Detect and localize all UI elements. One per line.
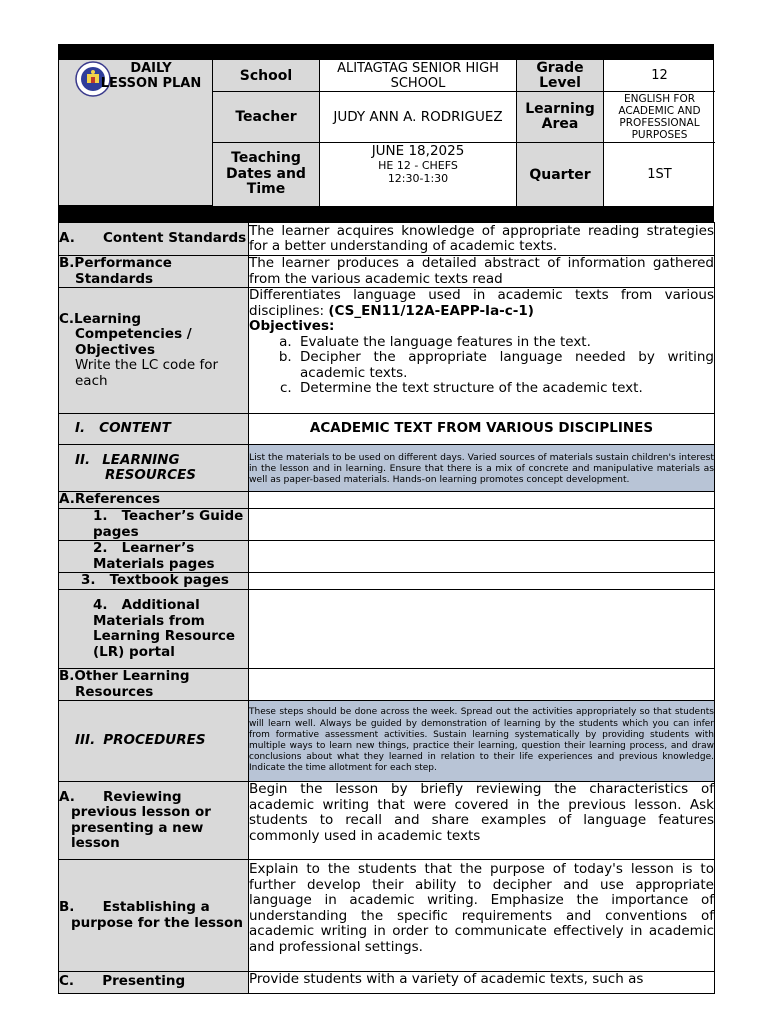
procedures-section-number: III.: [75, 732, 96, 749]
purpose-label: B. Establishing a purpose for the lesson: [59, 899, 243, 931]
learning-area-value: ENGLISH FOR ACADEMIC AND PROFESSIONAL PURPOSES: [603, 91, 715, 143]
teachers-guide-label: 1. Teacher’s Guide pages: [93, 508, 244, 540]
objectives-label: Objectives:: [249, 318, 335, 334]
competency-text: Differentiates language used in academic texts from various disciplines:: [249, 287, 714, 319]
dates-value-cell: [319, 142, 517, 206]
table-row: [59, 701, 715, 782]
table-row: [59, 288, 715, 414]
dates-label: Teaching Dates and Time: [212, 142, 320, 206]
table-row: [59, 669, 715, 701]
objectives-list: [249, 335, 714, 397]
table-row: [59, 492, 715, 509]
title-cell: [59, 60, 213, 206]
competencies-cell: [249, 288, 715, 414]
header-block: [58, 60, 714, 206]
resources-section-label: LEARNING RESOURCES: [102, 451, 197, 483]
table-row: [59, 445, 715, 492]
content-standards-label: A. Content Standards: [59, 230, 247, 247]
resources-note: List the materials to be used on different days. Varied sources of materials sustain children's interest in the lesson and in learning. Ensure that there is a mix of concrete and manipulative materials as well as paper-based materials. Hands-on learning promotes concept development.: [249, 445, 715, 492]
list-item: a. Evaluate the language features in the text.: [296, 335, 714, 351]
competencies-note: Write the LC code for each: [75, 357, 219, 389]
learners-materials-label: 2. Learner’s Materials pages: [93, 540, 215, 572]
other-resources-label: B.Other Learning Resources: [59, 668, 190, 700]
table-row: [59, 782, 715, 860]
content-standards-text: The learner acquires knowledge of appropriate reading strategies for a better understanding of academic texts.: [249, 222, 714, 254]
procedures-section-label: PROCEDURES: [103, 732, 206, 749]
reviewing-text: Begin the lesson by briefly reviewing the characteristics of academic writing that were covered in the previous lesson. Ask students to recall and share examples of language features commonly used in academic texts: [249, 782, 715, 860]
grade-value: 12: [603, 60, 715, 92]
section-value: HE 12 - CHEFS: [378, 159, 458, 172]
content-text: ACADEMIC TEXT FROM VARIOUS DISCIPLINES: [249, 414, 715, 445]
content-section-number: I.: [75, 420, 86, 437]
time-value: 12:30-1:30: [387, 172, 449, 185]
teacher-value: JUDY ANN A. RODRIGUEZ: [319, 91, 517, 143]
top-black-bar: [58, 44, 714, 60]
procedures-note: These steps should be done across the week. Spread out the activities appropriately so that students will learn well. Always be guided by demonstration of learning by the students which you can infer from formative assessment activities. Sustain learning systematically by providing students with multiple ways to learn new things, practice their learning, question their learning process, and draw conclusions about what they learned in relation to their life experiences and previous knowledge. Indicate the time allotment for each step.: [249, 701, 715, 782]
quarter-label: Quarter: [516, 142, 604, 206]
quarter-value: 1ST: [603, 142, 715, 206]
table-row: [59, 972, 715, 994]
performance-standards-text: The learner produces a detailed abstract of information gathered from the various academic texts read: [249, 255, 714, 287]
table-row: [59, 590, 715, 669]
table-row: [59, 860, 715, 972]
school-value: ALITAGTAG SENIOR HIGH SCHOOL: [319, 60, 517, 92]
competency-code: (CS_EN11/12A-EAPP-Ia-c-1): [328, 302, 534, 319]
textbook-pages-label: 3. Textbook pages: [59, 573, 249, 590]
teacher-label: Teacher: [212, 91, 320, 143]
presenting-text: Provide students with a variety of academic texts, such as: [249, 972, 715, 994]
additional-materials-label: 4. Additional Materials from Learning Resource (LR) portal: [93, 597, 236, 660]
purpose-text: Explain to the students that the purpose of today's lesson is to further develop their ability to decipher and use appropriate language in academic writing. Emphasize the importance of understanding the specific requirements and conventions of academic writing in order to communicate effectively in academic and professional settings.: [249, 860, 715, 972]
competencies-label: C.Learning Competencies / Objectives: [59, 310, 192, 358]
list-item: c. Determine the text structure of the academic text.: [296, 381, 714, 397]
content-section-label: CONTENT: [99, 420, 171, 437]
reviewing-label: A. Reviewing previous lesson or presenting a new lesson: [59, 788, 211, 851]
lesson-plan-document: [58, 44, 714, 994]
learning-area-label: Learning Area: [516, 91, 604, 143]
table-row: [59, 256, 715, 288]
references-label: A.References: [59, 492, 249, 509]
table-row: [59, 509, 715, 541]
table-row: [59, 414, 715, 445]
date-value: JUNE 18,2025: [371, 143, 465, 159]
school-label: School: [212, 60, 320, 92]
list-item: b. Decipher the appropriate language needed by writing academic texts.: [296, 350, 714, 381]
presenting-label: C. Presenting: [59, 972, 249, 994]
table-row: [59, 541, 715, 573]
lesson-plan-table: [58, 222, 715, 994]
table-row: [59, 573, 715, 590]
performance-standards-label: B.Performance Standards: [59, 255, 172, 287]
middle-black-bar: [58, 206, 714, 222]
document-title: DAILY LESSON PLAN: [100, 61, 202, 91]
grade-label: Grade Level: [516, 60, 604, 92]
resources-section-number: II.: [75, 451, 91, 468]
table-row: [59, 223, 715, 256]
